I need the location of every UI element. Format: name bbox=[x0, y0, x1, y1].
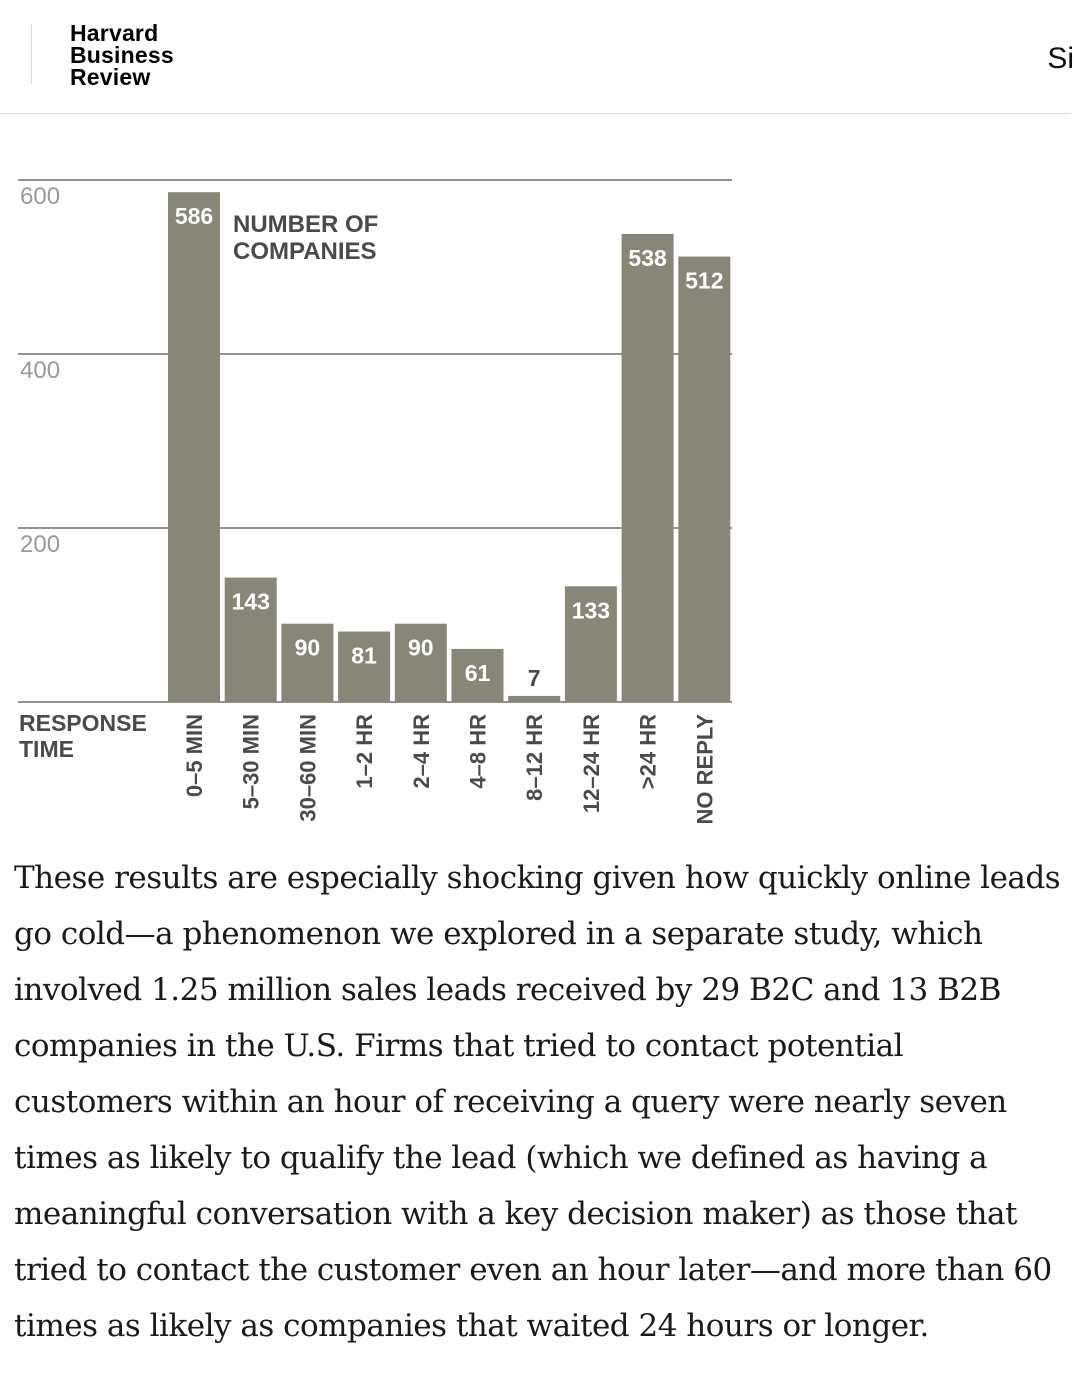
bar-value-label: 90 bbox=[408, 634, 434, 661]
category-label: 2–4 HR bbox=[408, 714, 434, 789]
category-label: 1–2 HR bbox=[352, 714, 378, 789]
logo-line-1: Harvard bbox=[70, 20, 159, 46]
category-label: 8–12 HR bbox=[522, 714, 548, 801]
x-axis-title: TIME bbox=[19, 736, 74, 762]
bar-value-label: 61 bbox=[464, 659, 491, 686]
logo-line-3: Review bbox=[70, 64, 151, 90]
category-label: 0–5 MIN bbox=[182, 714, 207, 798]
category-label: 5–30 MIN bbox=[238, 714, 264, 810]
y-tick-label: 600 bbox=[20, 183, 61, 210]
sign-in-link[interactable]: Si bbox=[1047, 42, 1074, 75]
bar-9 bbox=[678, 257, 730, 702]
site-header bbox=[0, 0, 1074, 114]
bar-value-label: 133 bbox=[571, 597, 611, 624]
category-label: NO REPLY bbox=[692, 714, 718, 825]
hbr-logo[interactable] bbox=[70, 22, 174, 88]
value-axis-annotation: NUMBER OF bbox=[233, 211, 379, 238]
bar-6 bbox=[508, 696, 560, 702]
response-time-bar-chart bbox=[0, 165, 760, 855]
category-label: 4–8 HR bbox=[465, 714, 491, 789]
bar-value-label: 143 bbox=[231, 588, 270, 615]
bar-value-label: 81 bbox=[351, 642, 377, 669]
category-label: 30–60 MIN bbox=[295, 714, 321, 822]
bar-value-label: 538 bbox=[628, 244, 667, 271]
y-tick-label: 200 bbox=[20, 531, 61, 558]
value-axis-annotation: COMPANIES bbox=[233, 238, 377, 265]
bar-value-label: 586 bbox=[174, 203, 214, 230]
x-axis-title: RESPONSE bbox=[19, 710, 147, 736]
article-paragraph: These results are especially shocking given how quickly online leads go cold—a phenomenon we explored in a separate study, which involved 1.25 million sales leads received by 29 B2C and 13 B2B companies in the U.S. Firms that tried to contact potential customers within an hour of receiving a query were nearly seven times as likely to qualify the lead (which we defined as having a meaningful conversation with a key decision maker) as those that tried to contact the customer even an hour later—and more than 60 times as likely as companies that waited 24 hours or longer. bbox=[14, 860, 1061, 1344]
logo-divider bbox=[31, 24, 32, 84]
category-label: >24 HR bbox=[635, 714, 661, 790]
y-tick-label: 400 bbox=[20, 357, 61, 384]
bar-0 bbox=[168, 192, 220, 702]
bar-value-label: 7 bbox=[527, 664, 541, 691]
category-label: 12–24 HR bbox=[578, 714, 604, 814]
bar-8 bbox=[622, 234, 674, 702]
bar-value-label: 512 bbox=[685, 267, 724, 294]
bar-value-label: 90 bbox=[294, 634, 321, 661]
logo-line-2: Business bbox=[70, 42, 174, 68]
